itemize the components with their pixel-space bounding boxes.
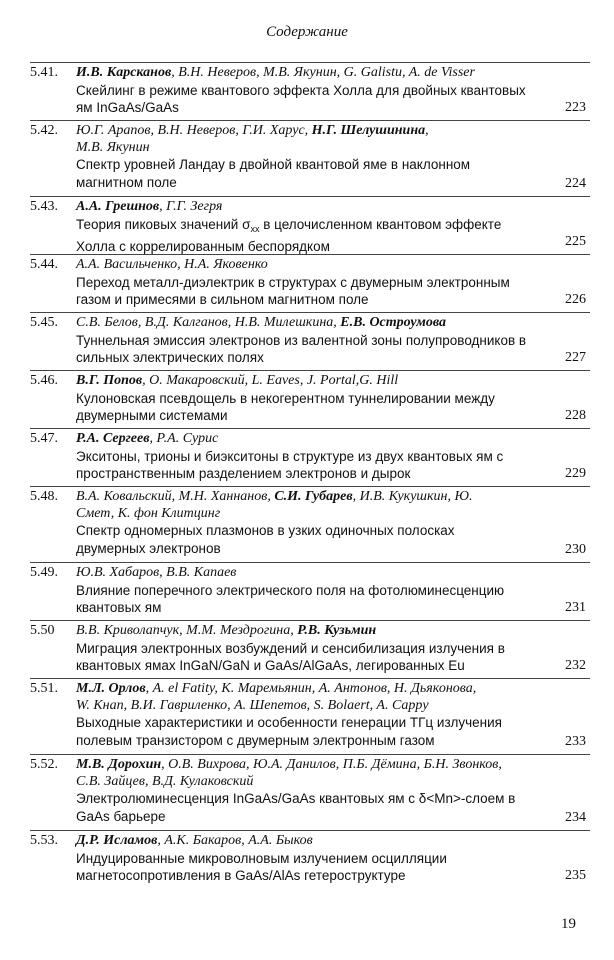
- entry-authors: А.А. Грешнов, Г.Г. Зегря: [76, 199, 223, 214]
- toc-entry: [30, 830, 590, 888]
- entry-authors: Р.А. Сергеев, Р.А. Сурис: [76, 431, 219, 446]
- entry-title-line: газом и примесями в сильном магнитном поле: [76, 292, 369, 307]
- entry-title-line: Холла с коррелированным беспорядком: [76, 239, 330, 254]
- entry-number: 5.48.: [30, 489, 58, 504]
- entry-authors: С.В. Белов, В.Д. Калганов, Н.В. Милешкина, Е.В. Остроумова: [76, 315, 446, 330]
- entry-page-number: 224: [565, 176, 586, 191]
- entry-title-line: двумерными системами: [76, 408, 228, 423]
- toc-entry: [30, 486, 590, 562]
- entry-body: [76, 371, 590, 425]
- entry-authors: И.В. Карсканов, В.Н. Неверов, М.В. Якунин, G. Galistu, A. de Visser: [76, 65, 475, 80]
- entry-page-number: 234: [565, 810, 586, 825]
- entry-title-line: Туннельная эмиссия электронов из валентной зоны полупроводников в: [76, 332, 527, 348]
- toc-entry: [30, 754, 590, 830]
- entry-title-line: GaAs барьере: [76, 808, 166, 824]
- entry-authors: В.Г. Попов, О. Макаровский, L. Eaves, J. Portal,G. Hill: [76, 373, 399, 388]
- entry-title-line: Выходные характеристики и особенности генерации ТГц излучения: [76, 715, 502, 730]
- entry-number: 5.45.: [30, 315, 58, 330]
- entry-page-number: 235: [565, 868, 586, 883]
- entry-page-number: 223: [565, 100, 586, 115]
- entry-title-line: квантовых ям: [76, 600, 162, 615]
- entry-number: 5.42.: [30, 123, 58, 138]
- entry-body: [76, 63, 590, 117]
- entry-title-line: двумерных электронов: [76, 540, 221, 556]
- entry-authors: В.В. Криволапчук, М.М. Мездрогина, Р.В. Кузьмин: [76, 623, 377, 638]
- entry-body: [76, 621, 590, 675]
- entry-title-line: Кулоновская псевдощель в некогерентном туннелировании между: [76, 390, 495, 406]
- entry-title-line: полевым транзистором с двумерным электронным газом: [76, 732, 435, 748]
- entry-page-number: 233: [565, 734, 586, 749]
- entry-title-line: Теория пиковых значений $\sigma_{xx}$ в целочисленном квантовом эффекте: [76, 216, 502, 234]
- entry-number: 5.47.: [30, 431, 58, 446]
- entry-body: [76, 313, 590, 367]
- entry-title-line: Скейлинг в режиме квантового эффекта Холла для двойных квантовых: [76, 82, 526, 98]
- toc-entry: [30, 620, 590, 678]
- entry-authors: В.А. Ковальский, М.Н. Ханнанов, С.И. Губарев, И.В. Кукушкин, Ю. Смет, К. фон Клитцинг: [76, 489, 473, 521]
- entry-number: 5.52.: [30, 757, 58, 772]
- entry-title-line: Миграция электронных возбуждений и сенсибилизация излучения в: [76, 640, 505, 656]
- entry-body: [76, 679, 590, 749]
- entry-page-number: 230: [565, 542, 586, 557]
- entry-page-number: 232: [565, 658, 586, 673]
- entry-title-line: Спектр одномерных плазмонов в узких одиночных полосках: [76, 523, 455, 538]
- toc-entry: [30, 370, 590, 428]
- entry-title-line: Влияние поперечного электрического поля на фотолюминесценцию: [76, 582, 505, 598]
- entry-page-number: 227: [565, 350, 586, 365]
- entry-authors: Ю.В. Хабаров, В.В. Капаев: [76, 565, 237, 580]
- toc-entry: [30, 196, 590, 254]
- entry-title-line: Экситоны, трионы и биэкситоны в структуре из двух квантовых ям с: [76, 448, 504, 464]
- entry-number: 5.43.: [30, 199, 58, 214]
- entry-body: [76, 255, 590, 309]
- entry-body: [76, 429, 590, 483]
- entry-title-line: пространственным разделением электронов и дырок: [76, 466, 411, 481]
- entry-number: 5.49.: [30, 565, 58, 580]
- entry-body: [76, 563, 590, 617]
- entry-number: 5.41.: [30, 65, 58, 80]
- entry-authors: А.А. Васильченко, Н.А. Яковенко: [76, 257, 268, 272]
- entry-page-number: 225: [565, 234, 586, 249]
- entry-number: 5.50: [30, 623, 55, 638]
- entry-number: 5.46.: [30, 373, 58, 388]
- entry-authors: М.Л. Орлов, A. el Fatity, К. Маремьянин, А. Антонов, Н. Дьяконова, W. Кнап, В.И. Гавриленко, А. Шепетов, S. Bolaert, A. Cappy: [76, 681, 477, 713]
- toc-entry: [30, 562, 590, 620]
- entry-body: [76, 121, 590, 191]
- entry-title-line: Индуцированные микроволновым излучением осцилляции: [76, 850, 447, 866]
- entry-title-line: Спектр уровней Ландау в двойной квантовой яме в наклонном: [76, 157, 471, 172]
- toc-entry: [30, 120, 590, 196]
- entry-number: 5.44.: [30, 257, 58, 272]
- toc-entry: [30, 62, 590, 120]
- entry-title-line: Переход металл-диэлектрик в структурах с двумерным электронным: [76, 274, 510, 290]
- entry-authors: М.В. Дорохин, О.В. Вихрова, Ю.А. Данилов, П.Б. Дёмина, Б.Н. Звонков, С.В. Зайцев, В.Д. Кулаковский: [76, 757, 502, 789]
- entry-title-line: квантовых ямах InGaN/GaN и GaAs/AlGaAs, легированных Eu: [76, 658, 465, 673]
- entry-body: [76, 755, 590, 825]
- page-number: 19: [561, 916, 576, 932]
- entry-page-number: 231: [565, 600, 586, 615]
- entry-page-number: 228: [565, 408, 586, 423]
- entry-body: [76, 831, 590, 885]
- entry-title-line: магнитном поле: [76, 174, 177, 190]
- entry-title-line: сильных электрических полях: [76, 350, 264, 365]
- entry-authors: Ю.Г. Арапов, В.Н. Неверов, Г.И. Харус, Н.Г. Шелушинина, М.В. Якунин: [76, 123, 429, 155]
- entry-title-line: магнетосопротивления в GaAs/AlAs гетероструктуре: [76, 868, 406, 883]
- toc-entry: [30, 312, 590, 370]
- entry-page-number: 226: [565, 292, 586, 307]
- toc-entry: [30, 254, 590, 312]
- table-of-contents: [30, 62, 590, 888]
- page-heading: Содержание: [266, 24, 348, 40]
- entry-number: 5.51.: [30, 681, 58, 696]
- toc-entry: [30, 678, 590, 754]
- toc-entry: [30, 428, 590, 486]
- entry-page-number: 229: [565, 466, 586, 481]
- entry-body: [76, 197, 590, 256]
- entry-number: 5.53.: [30, 833, 58, 848]
- entry-body: [76, 487, 590, 557]
- entry-title-line: Электролюминесценция InGaAs/GaAs квантовых ям с δ<Mn>-слоем в: [76, 791, 516, 806]
- entry-title-line: ям InGaAs/GaAs: [76, 100, 179, 115]
- entry-authors: Д.Р. Исламов, А.К. Бакаров, А.А. Быков: [76, 833, 313, 848]
